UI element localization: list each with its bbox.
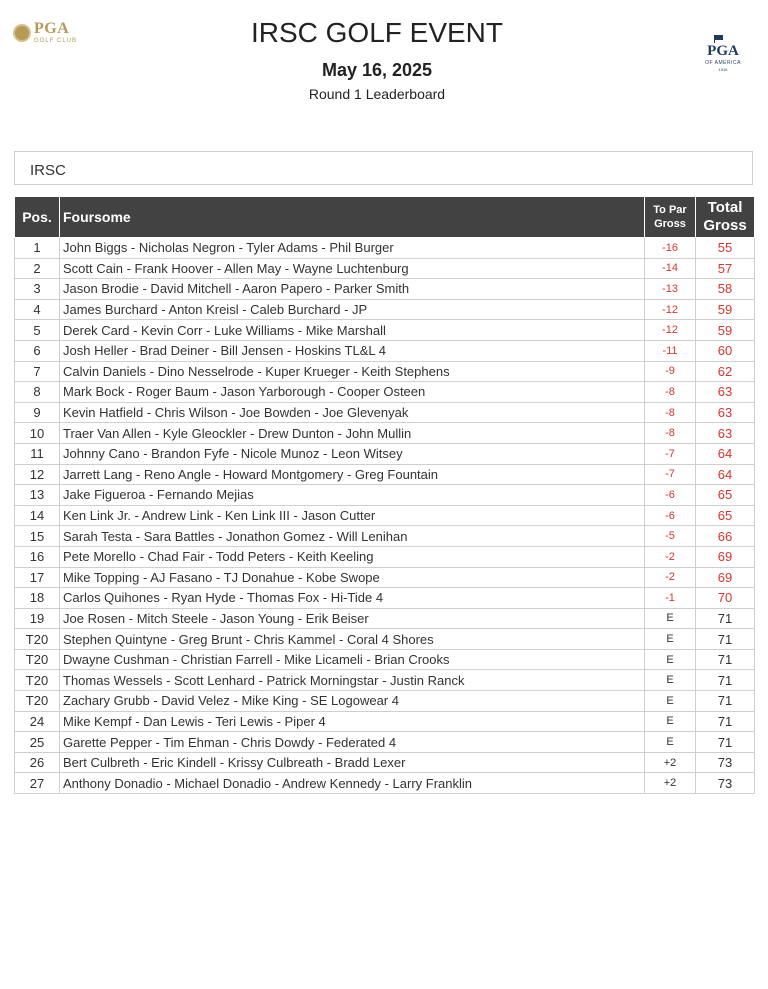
leaderboard-table [14, 196, 755, 794]
row-total-gross: 59 [696, 299, 755, 320]
table-row [15, 423, 755, 444]
row-position: 5 [15, 320, 60, 341]
col-header-total-line2: Gross [703, 217, 747, 234]
row-total-gross: 63 [696, 382, 755, 403]
row-total-gross: 71 [696, 670, 755, 691]
table-row [15, 382, 755, 403]
row-to-par: +2 [645, 752, 696, 773]
row-position: 16 [15, 546, 60, 567]
row-position: 13 [15, 485, 60, 506]
table-row [15, 691, 755, 712]
logo-right-main: PGA [707, 43, 739, 59]
row-to-par: -11 [645, 340, 696, 361]
col-header-total-line1: Total [707, 199, 743, 216]
row-to-par: -8 [645, 382, 696, 403]
row-foursome: Kevin Hatfield - Chris Wilson - Joe Bowden - Joe Glevenyak [60, 402, 645, 423]
row-to-par: -16 [645, 238, 696, 259]
logo-left-sub: GOLF CLUB [34, 38, 78, 44]
row-foursome: Sarah Testa - Sara Battles - Jonathon Gomez - Will Lenihan [60, 526, 645, 547]
row-total-gross: 65 [696, 505, 755, 526]
col-header-to-par [645, 197, 696, 238]
row-total-gross: 57 [696, 258, 755, 279]
row-total-gross: 71 [696, 629, 755, 650]
row-position: 26 [15, 752, 60, 773]
row-to-par: -2 [645, 567, 696, 588]
table-row [15, 649, 755, 670]
row-to-par: -7 [645, 464, 696, 485]
row-foursome: Derek Card - Kevin Corr - Luke Williams - Mike Marshall [60, 320, 645, 341]
row-to-par: -8 [645, 423, 696, 444]
row-to-par: -8 [645, 402, 696, 423]
row-foursome: Zachary Grubb - David Velez - Mike King - SE Logowear 4 [60, 691, 645, 712]
row-position: 7 [15, 361, 60, 382]
row-foursome: Bert Culbreth - Eric Kindell - Krissy Culbreath - Bradd Lexer [60, 752, 645, 773]
row-total-gross: 66 [696, 526, 755, 547]
table-row [15, 443, 755, 464]
table-row [15, 526, 755, 547]
logo-right-year: 1916 [718, 67, 728, 72]
table-row [15, 546, 755, 567]
row-to-par: E [645, 608, 696, 629]
row-foursome: James Burchard - Anton Kreisl - Caleb Burchard - JP [60, 299, 645, 320]
row-foursome: Mike Topping - AJ Fasano - TJ Donahue - Kobe Swope [60, 567, 645, 588]
table-row [15, 340, 755, 361]
row-total-gross: 64 [696, 443, 755, 464]
table-row [15, 299, 755, 320]
row-foursome: Scott Cain - Frank Hoover - Allen May - Wayne Luchtenburg [60, 258, 645, 279]
table-row [15, 485, 755, 506]
row-foursome: Stephen Quintyne - Greg Brunt - Chris Kammel - Coral 4 Shores [60, 629, 645, 650]
page-subtitle: Round 1 Leaderboard [308, 86, 446, 102]
row-foursome: Josh Heller - Brad Deiner - Bill Jensen - Hoskins TL&L 4 [60, 340, 645, 361]
row-position: T20 [15, 691, 60, 712]
row-foursome: Mark Bock - Roger Baum - Jason Yarborough - Cooper Osteen [60, 382, 645, 403]
row-to-par: -2 [645, 546, 696, 567]
table-row [15, 773, 755, 794]
table-row [15, 238, 755, 259]
row-total-gross: 58 [696, 279, 755, 300]
row-to-par: E [645, 649, 696, 670]
logo-right-sub: OF AMERICA [705, 60, 741, 66]
row-position: 15 [15, 526, 60, 547]
group-name: IRSC [14, 151, 753, 185]
row-total-gross: 73 [696, 752, 755, 773]
col-header-pos: Pos. [15, 197, 60, 238]
row-total-gross: 64 [696, 464, 755, 485]
row-position: 1 [15, 238, 60, 259]
table-row [15, 629, 755, 650]
table-row [15, 258, 755, 279]
row-total-gross: 71 [696, 608, 755, 629]
row-foursome: Dwayne Cushman - Christian Farrell - Mike Licameli - Brian Crooks [60, 649, 645, 670]
row-total-gross: 65 [696, 485, 755, 506]
row-foursome: Jake Figueroa - Fernando Mejias [60, 485, 645, 506]
table-row [15, 711, 755, 732]
table-row [15, 732, 755, 753]
row-total-gross: 55 [696, 238, 755, 259]
row-total-gross: 60 [696, 340, 755, 361]
table-row [15, 464, 755, 485]
row-position: T20 [15, 629, 60, 650]
row-foursome: Ken Link Jr. - Andrew Link - Ken Link III - Jason Cutter [60, 505, 645, 526]
row-position: 9 [15, 402, 60, 423]
row-position: 14 [15, 505, 60, 526]
row-foursome: Garette Pepper - Tim Ehman - Chris Dowdy - Federated 4 [60, 732, 645, 753]
table-row [15, 361, 755, 382]
row-to-par: -13 [645, 279, 696, 300]
row-foursome: Traer Van Allen - Kyle Gleockler - Drew Dunton - John Mullin [60, 423, 645, 444]
row-to-par: -5 [645, 526, 696, 547]
row-position: 19 [15, 608, 60, 629]
row-total-gross: 69 [696, 567, 755, 588]
row-to-par: -14 [645, 258, 696, 279]
row-to-par: -9 [645, 361, 696, 382]
row-to-par: -12 [645, 299, 696, 320]
row-total-gross: 73 [696, 773, 755, 794]
row-to-par: E [645, 711, 696, 732]
row-foursome: Pete Morello - Chad Fair - Todd Peters - Keith Keeling [60, 546, 645, 567]
row-total-gross: 59 [696, 320, 755, 341]
table-row [15, 567, 755, 588]
col-header-total [696, 197, 755, 238]
row-position: 10 [15, 423, 60, 444]
row-position: 11 [15, 443, 60, 464]
row-to-par: -7 [645, 443, 696, 464]
row-position: 24 [15, 711, 60, 732]
table-row [15, 402, 755, 423]
row-position: 17 [15, 567, 60, 588]
row-position: 25 [15, 732, 60, 753]
table-row [15, 752, 755, 773]
row-total-gross: 71 [696, 732, 755, 753]
logo-left-main: PGA [34, 20, 70, 37]
table-row [15, 320, 755, 341]
row-foursome: Jason Brodie - David Mitchell - Aaron Papero - Parker Smith [60, 279, 645, 300]
row-total-gross: 71 [696, 649, 755, 670]
row-position: 27 [15, 773, 60, 794]
row-total-gross: 63 [696, 402, 755, 423]
row-position: 8 [15, 382, 60, 403]
row-to-par: +2 [645, 773, 696, 794]
col-header-foursome: Foursome [60, 197, 645, 238]
row-to-par: -6 [645, 505, 696, 526]
row-position: 2 [15, 258, 60, 279]
col-header-to-par-line1: To Par [653, 204, 687, 216]
row-to-par: E [645, 691, 696, 712]
table-row [15, 608, 755, 629]
row-foursome: John Biggs - Nicholas Negron - Tyler Adams - Phil Burger [60, 238, 645, 259]
row-foursome: Joe Rosen - Mitch Steele - Jason Young - Erik Beiser [60, 608, 645, 629]
row-to-par: E [645, 670, 696, 691]
col-header-to-par-line2: Gross [654, 218, 686, 230]
row-foursome: Carlos Quihones - Ryan Hyde - Thomas Fox - Hi-Tide 4 [60, 588, 645, 609]
row-position: T20 [15, 670, 60, 691]
row-total-gross: 63 [696, 423, 755, 444]
row-foursome: Thomas Wessels - Scott Lenhard - Patrick Morningstar - Justin Ranck [60, 670, 645, 691]
row-foursome: Johnny Cano - Brandon Fyfe - Nicole Munoz - Leon Witsey [60, 443, 645, 464]
row-total-gross: 62 [696, 361, 755, 382]
row-total-gross: 71 [696, 711, 755, 732]
row-to-par: E [645, 732, 696, 753]
row-position: 18 [15, 588, 60, 609]
row-position: 3 [15, 279, 60, 300]
row-foursome: Calvin Daniels - Dino Nesselrode - Kuper Krueger - Keith Stephens [60, 361, 645, 382]
event-date: May 16, 2025 [321, 60, 433, 80]
page-title: IRSC GOLF EVENT [250, 17, 504, 48]
row-total-gross: 70 [696, 588, 755, 609]
table-row [15, 505, 755, 526]
row-position: 6 [15, 340, 60, 361]
table-header-row [15, 197, 755, 238]
table-row [15, 670, 755, 691]
table-row [15, 588, 755, 609]
row-to-par: -1 [645, 588, 696, 609]
row-to-par: E [645, 629, 696, 650]
row-to-par: -6 [645, 485, 696, 506]
row-foursome: Mike Kempf - Dan Lewis - Teri Lewis - Piper 4 [60, 711, 645, 732]
row-foursome: Anthony Donadio - Michael Donadio - Andrew Kennedy - Larry Franklin [60, 773, 645, 794]
row-total-gross: 69 [696, 546, 755, 567]
row-to-par: -12 [645, 320, 696, 341]
table-row [15, 279, 755, 300]
row-total-gross: 71 [696, 691, 755, 712]
row-position: 4 [15, 299, 60, 320]
row-position: 12 [15, 464, 60, 485]
row-foursome: Jarrett Lang - Reno Angle - Howard Montgomery - Greg Fountain [60, 464, 645, 485]
row-position: T20 [15, 649, 60, 670]
